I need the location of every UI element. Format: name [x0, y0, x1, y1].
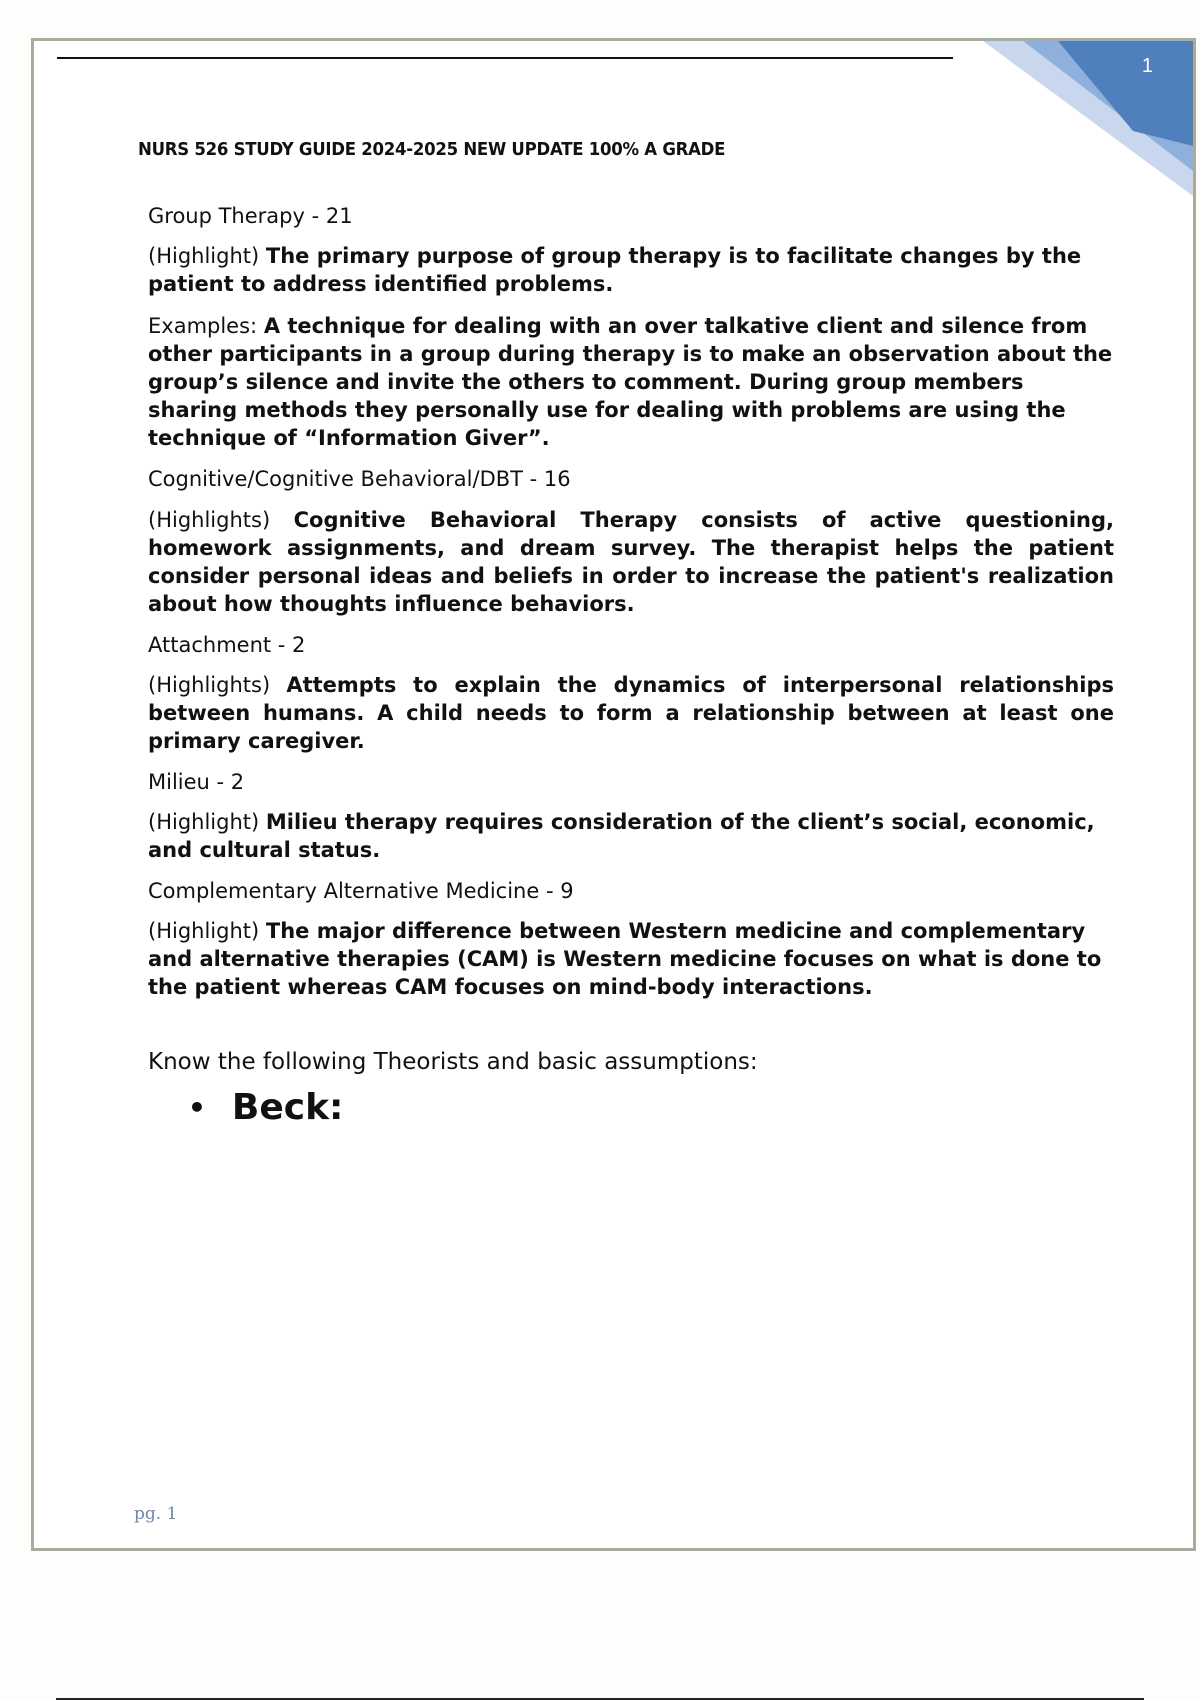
paragraph-body: Milieu therapy requires consideration of the client’s social, economic, and cultural status.: [148, 810, 1095, 863]
section-milieu: [148, 769, 1114, 864]
paragraph-body: Cognitive Behavioral Therapy consists of active questioning, homework assignments, and dream survey. The therapist helps the patient consider personal ideas and beliefs in order to increase the patient's realization about how thoughts influence behaviors.: [148, 507, 1115, 616]
section-heading: Milieu - 2: [148, 769, 245, 794]
theorist-item: [188, 1087, 1114, 1128]
footer-page-number: pg. 1: [134, 1504, 178, 1524]
paragraph-body: Attempts to explain the dynamics of interpersonal relationships between humans. A child needs to form a relationship between at least one primary caregiver.: [148, 672, 1114, 753]
paragraph-lead: (Highlights): [148, 672, 287, 697]
section-heading: Complementary Alternative Medicine - 9: [148, 879, 574, 904]
paragraph-body: A technique for dealing with an over talkative client and silence from other participants in a group during therapy is to make an observation about the group’s silence and invite the others to comment. During group members sharing methods they personally use for dealing with problems are using the technique of “Information Giver”.: [148, 314, 1113, 451]
document-body: [148, 203, 1114, 1128]
theorists-intro: Know the following Theorists and basic assumptions:: [148, 1049, 758, 1076]
section-heading: Cognitive/Cognitive Behavioral/DBT - 16: [148, 467, 571, 492]
document-header-title: NURS 526 STUDY GUIDE 2024-2025 NEW UPDATE 100% A GRADE: [138, 139, 726, 160]
paragraph-body: The major difference between Western medicine and complementary and alternative therapies (CAM) is Western medicine focuses on what is done to the patient whereas CAM focuses on mind-body interactions.: [148, 919, 1102, 1000]
section-group-therapy: [148, 203, 1114, 452]
paragraph-lead: (Highlight): [148, 244, 266, 269]
paragraph-body: The primary purpose of group therapy is to facilitate changes by the patient to address identified problems.: [148, 244, 1082, 297]
paragraph: [148, 506, 1114, 618]
bullet-icon: •: [188, 1091, 206, 1125]
paragraph-lead: (Highlights): [148, 507, 294, 532]
header-rule: [57, 57, 953, 59]
section-complementary-alternative-medicine: [148, 878, 1114, 1001]
paragraph-lead: (Highlight): [148, 810, 266, 835]
section-heading: Attachment - 2: [148, 632, 306, 657]
section-cognitive-behavioral: [148, 466, 1114, 617]
paragraph: [148, 671, 1114, 755]
document-page: [31, 38, 1196, 1551]
paragraph-lead: (Highlight): [148, 919, 266, 944]
paragraph: [148, 808, 1114, 864]
page-number-badge: 1: [1141, 55, 1153, 77]
section-heading: Group Therapy - 21: [148, 204, 353, 228]
paragraph: [148, 242, 1114, 298]
corner-decoration: [963, 41, 1193, 196]
paragraph-lead: Examples:: [148, 314, 264, 339]
paragraph: [148, 312, 1114, 452]
theorists-list: [148, 1087, 1114, 1128]
theorist-name: Beck:: [231, 1087, 344, 1129]
section-attachment: [148, 632, 1114, 755]
paragraph: [148, 917, 1114, 1001]
